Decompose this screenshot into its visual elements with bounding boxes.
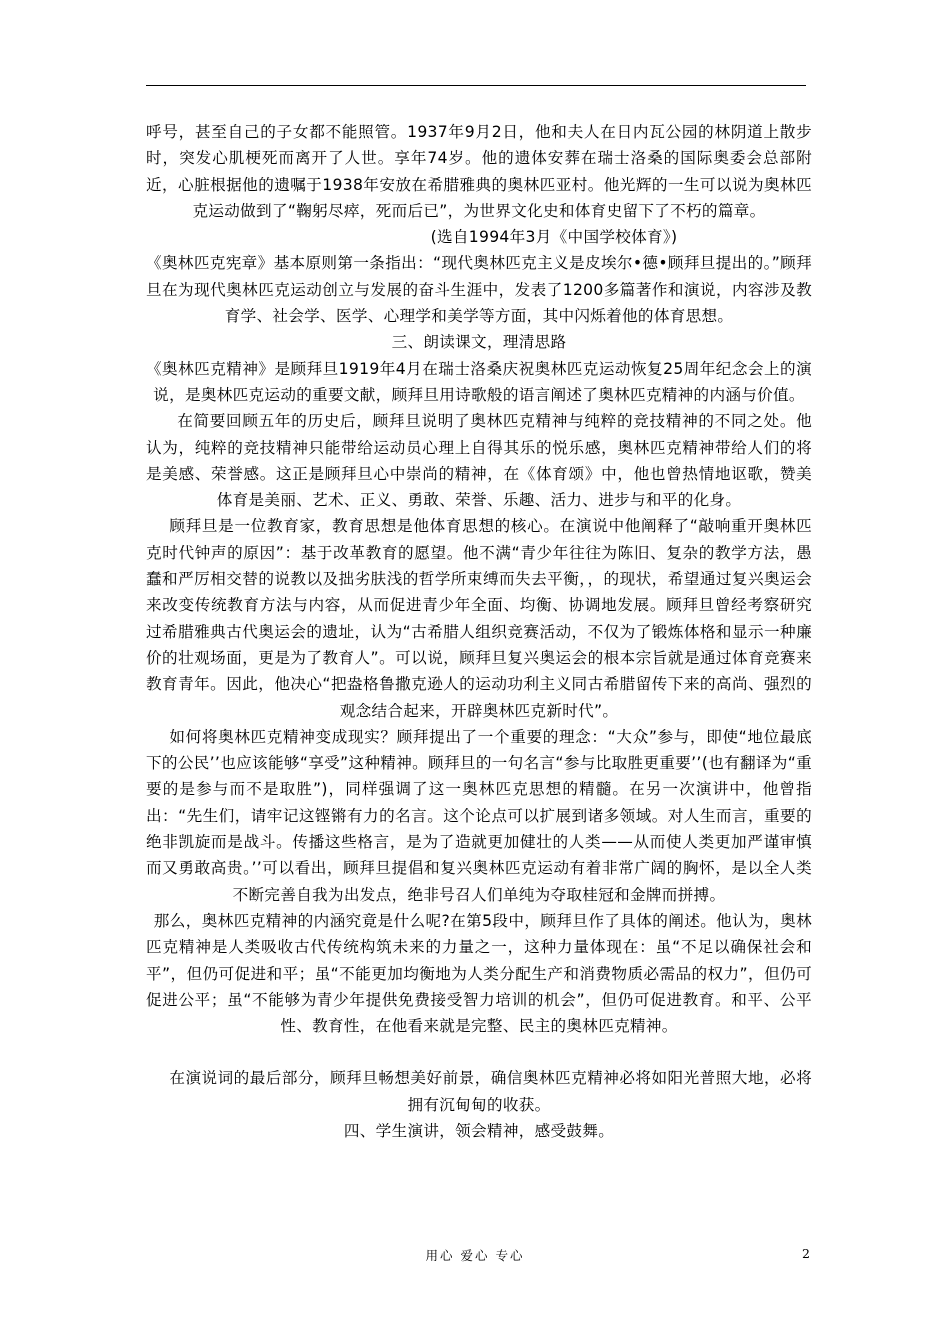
paragraph-speech-intro: 《奥林匹克精神》是顾拜旦1919年4月在瑞士洛桑庆祝奥林匹克运动恢复25周年纪念会上的演说，是奥林匹克运动的重要文献，顾拜旦用诗歌般的语言阐述了奥林匹克精神的内涵与价值。 <box>146 359 812 404</box>
paragraph-coubertin-death: 呼号，甚至自己的子女都不能照管。1937年9月2日，他和夫人在日内瓦公园的林阴道上散步时，突发心肌梗死而离开了人世。享年74岁。他的遗体安葬在瑞士洛桑的国际奥委会总部附近，心脏根据他的遗嘱于1938年安放在希腊雅典的奥林匹亚村。他光辉的一生可以说为奥林匹克运动做到了“鞠躬尽瘁，死而后已”，为世界文化史和体育史留下了不朽的篇章。 <box>146 123 812 220</box>
paragraph-sport-spirit: 在简要回顾五年的历史后，顾拜旦说明了奥林匹克精神与纯粹的竞技精神的不同之处。他认为，纯粹的竞技精神只能带给运动员心理上自得其乐的悦乐感，奥林匹克精神带给人们的将是美感、荣誉感。这正是顾拜旦心中崇尚的精神，在《体育颂》中，他也曾热情地讴歌，赞美体育是美丽、艺术、正义、勇敢、荣誉、乐趣、活力、进步与和平的化身。 <box>146 412 812 510</box>
paragraph-education: 顾拜旦是一位教育家，教育思想是他体育思想的核心。在演说中他阐释了“敲响重开奥林匹克时代钟声的原因”：基于改革教育的愿望。他不满“青少年往往为陈旧、复杂的教学方法，愚蠢和严厉相交替的说教以及拙劣肤浅的哲学所束缚而失去平衡，，的现状，希望通过复兴奥运会来改变传统教育方法与内容，从而促进青少年全面、均衡、协调地发展。顾拜旦曾经考察研究过希腊雅典古代奥运会的遗址，认为“古希腊人组织竞赛活动，不仅为了锻炼体格和显示一种廉价的壮观场面，更是为了教育人”。可以说，顾拜旦复兴奥运会的根本宗旨就是通过体育竞赛来教育青年。因此，他决心“把盎格鲁撒克逊人的运动功利主义同古希腊留传下来的高尚、强烈的观念结合起来，开辟奥林匹克新时代”。 <box>146 517 812 720</box>
paragraph-olympic-meaning: 那么，奥林匹克精神的内涵究竟是什么呢?在第5段中，顾拜旦作了具体的阐述。他认为，奥林匹克精神是人类吸收古代传统构筑未来的力量之一，这种力量体现在：虽“不足以确保社会和平”，但仍可促进和平；虽“不能更加均衡地为人类分配生产和消费物质必需品的权力”，但仍可促进公平；虽“不能够为青少年提供免费接受智力培训的机会”，但仍可促进教育。和平、公平性、教育性，在他看来就是完整、民主的奥林匹克精神。 <box>146 911 812 1036</box>
document-body <box>146 119 812 1144</box>
paragraph-participation: 如何将奥林匹克精神变成现实？顾拜提出了一个重要的理念：“大众”参与，即使“地位最底下的公民’’也应该能够“享受”这种精神。顾拜旦的一句名言“参与比取胜更重要’’(也有翻译为“重要的是参与而不是取胜”)，同样强调了这一奥林匹克思想的精髓。在另一次演讲中，他曾指出：“先生们，请牢记这铿锵有力的名言。这个论点可以扩展到诸多领域。对人生而言，重要的绝非凯旋而是战斗。传播这些格言，是为了造就更加健壮的人类——从而使人类更加严谨审慎而又勇敢高贵。’’可以看出，顾拜旦提倡和复兴奥林匹克运动有着非常广阔的胸怀，是以全人类不断完善自我为出发点，绝非号召人们单纯为夺取桂冠和金牌而拼搏。 <box>146 727 812 904</box>
paragraph-conclusion: 在演说词的最后部分，顾拜旦畅想美好前景，确信奥林匹克精神必将如阳光普照大地，必将拥有沉甸甸的收获。 <box>169 1069 812 1114</box>
paragraph-gap <box>146 1039 812 1065</box>
page-footer <box>0 1246 950 1266</box>
footer-motto: 用心 爱心 专心 <box>425 1248 525 1263</box>
paragraph-olympic-charter: 《奥林匹克宪章》基本原则第一条指出：“现代奥林匹克主义是皮埃尔•德•顾拜旦提出的。”顾拜旦在为现代奥林匹克运动创立与发展的奋斗生涯中，发表了1200多篇著作和演说，内容涉及教育学、社会学、医学、心理学和美学等方面，其中闪烁着他的体育思想。 <box>146 254 812 326</box>
header-rule <box>146 85 806 86</box>
section-heading-3: 三、朗读课文，理清思路 <box>391 333 567 352</box>
page-number: 2 <box>802 1246 810 1261</box>
section-heading-4: 四、学生演讲，领会精神，感受鼓舞。 <box>343 1121 615 1140</box>
paragraph-source-citation: (选自1994年3月《中国学校体育》) <box>430 228 678 247</box>
